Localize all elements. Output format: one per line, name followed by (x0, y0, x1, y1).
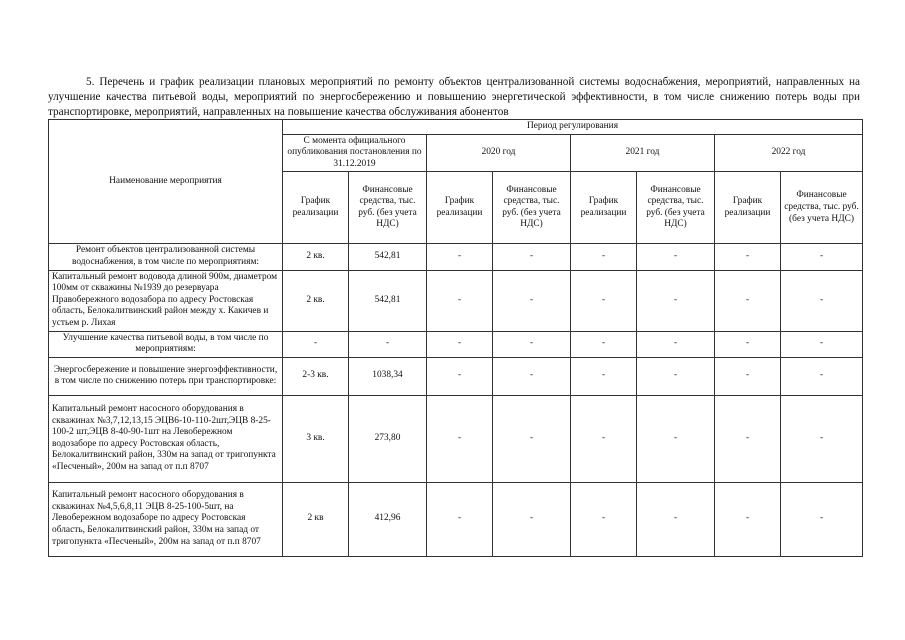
cell-value: - (781, 270, 863, 331)
cell-value: - (637, 395, 715, 482)
cell-value: - (493, 395, 571, 482)
table-row (49, 395, 863, 482)
cell-value: - (781, 395, 863, 482)
sub-header-schedule: График реализации (715, 172, 781, 244)
cell-value: 1038,34 (349, 357, 427, 395)
cell-value: 2 кв. (283, 244, 349, 270)
cell-value: - (427, 331, 493, 357)
table-row (49, 331, 863, 357)
cell-value: - (781, 331, 863, 357)
cell-value: - (493, 331, 571, 357)
period-group-2019: С момента официального опубликования постановления по 31.12.2019 (283, 134, 427, 172)
row-name: Капитальный ремонт насосного оборудования в скважинах №3,7,12,13,15 ЭЦВ6-10-110-2шт,ЭЦВ 8-25-100-2 шт,ЭЦВ 8-40-90-1шт на Левобережном водозаборе по адресу Ростовская область, Белокалитвинский район, 330м на запад от тригопункта «Песченый», 200м на запад от п.п 8707 (49, 395, 283, 482)
table-row (49, 244, 863, 270)
row-name: Капитальный ремонт насосного оборудования в скважинах №4,5,6,8,11 ЭЦВ 8-25-100-5шт, на Левобережном водозаборе по адресу Ростовская область, Белокалитвинский район, 330м на запад от тригопункта «Песченый», 200м на запад от п.п 8707 (49, 482, 283, 556)
cell-value: - (781, 357, 863, 395)
cell-value: - (571, 331, 637, 357)
sub-header-schedule: График реализации (427, 172, 493, 244)
cell-value: - (637, 244, 715, 270)
cell-value: - (493, 270, 571, 331)
cell-value: - (427, 482, 493, 556)
cell-value: - (715, 357, 781, 395)
cell-value: - (571, 395, 637, 482)
cell-value: 3 кв. (283, 395, 349, 482)
table-row (49, 482, 863, 556)
cell-value: - (493, 244, 571, 270)
cell-value: - (493, 357, 571, 395)
period-group-2020: 2020 год (427, 134, 571, 172)
cell-value: - (715, 331, 781, 357)
section-heading: 5. Перечень и график реализации плановых мероприятий по ремонту объектов централизованной системы водоснабжения, мероприятий, направленных на улучшение качества питьевой воды, мероприятий по энергосбережению и повышению энергетической эффективности, в том числе снижению потерь воды при транспортировке, мероприятий, направленных на повышение качества обслуживания абонентов (48, 76, 860, 119)
cell-value: - (493, 482, 571, 556)
cell-value: - (349, 331, 427, 357)
row-name: Улучшение качества питьевой воды, в том числе по мероприятиям: (49, 331, 283, 357)
column-header-name: Наименование мероприятия (49, 120, 283, 244)
row-name: Ремонт объектов централизованной системы водоснабжения, в том числе по мероприятиям: (49, 244, 283, 270)
cell-value: - (715, 395, 781, 482)
sub-header-schedule: График реализации (571, 172, 637, 244)
measures-table (48, 119, 863, 557)
cell-value: - (781, 244, 863, 270)
cell-value: - (637, 331, 715, 357)
cell-value: 2 кв (283, 482, 349, 556)
cell-value: - (427, 270, 493, 331)
row-name: Энергосбережение и повышение энергоэффективности, в том числе по снижению потерь при транспортировке: (49, 357, 283, 395)
cell-value: - (571, 270, 637, 331)
cell-value: - (427, 395, 493, 482)
cell-value: - (715, 270, 781, 331)
cell-value: - (571, 482, 637, 556)
cell-value: - (427, 244, 493, 270)
cell-value: 273,80 (349, 395, 427, 482)
sub-header-finance: Финансовые средства, тыс. руб. (без учета НДС) (781, 172, 863, 244)
cell-value: 542,81 (349, 270, 427, 331)
sub-header-schedule: График реализации (283, 172, 349, 244)
cell-value: 2-3 кв. (283, 357, 349, 395)
table-row (49, 357, 863, 395)
cell-value: - (283, 331, 349, 357)
cell-value: - (571, 357, 637, 395)
cell-value: - (715, 244, 781, 270)
cell-value: 542,81 (349, 244, 427, 270)
row-name: Капитальный ремонт водовода длиной 900м, диаметром 100мм от скважины №1939 до резервуара Правобережного водозабора по адресу Ростовская область, Белокалитвинский район между х. Какичев и устьем р. Лихая (49, 270, 283, 331)
cell-value: - (781, 482, 863, 556)
sub-header-finance: Финансовые средства, тыс. руб. (без учета НДС) (637, 172, 715, 244)
cell-value: - (715, 482, 781, 556)
cell-value: - (637, 270, 715, 331)
period-header: Период регулирования (283, 120, 863, 135)
table-row (49, 270, 863, 331)
period-group-2022: 2022 год (715, 134, 863, 172)
cell-value: - (637, 357, 715, 395)
cell-value: - (427, 357, 493, 395)
cell-value: - (637, 482, 715, 556)
period-group-2021: 2021 год (571, 134, 715, 172)
cell-value: - (571, 244, 637, 270)
cell-value: 2 кв. (283, 270, 349, 331)
sub-header-finance: Финансовые средства, тыс. руб. (без учета НДС) (493, 172, 571, 244)
cell-value: 412,96 (349, 482, 427, 556)
sub-header-finance: Финансовые средства, тыс. руб. (без учета НДС) (349, 172, 427, 244)
